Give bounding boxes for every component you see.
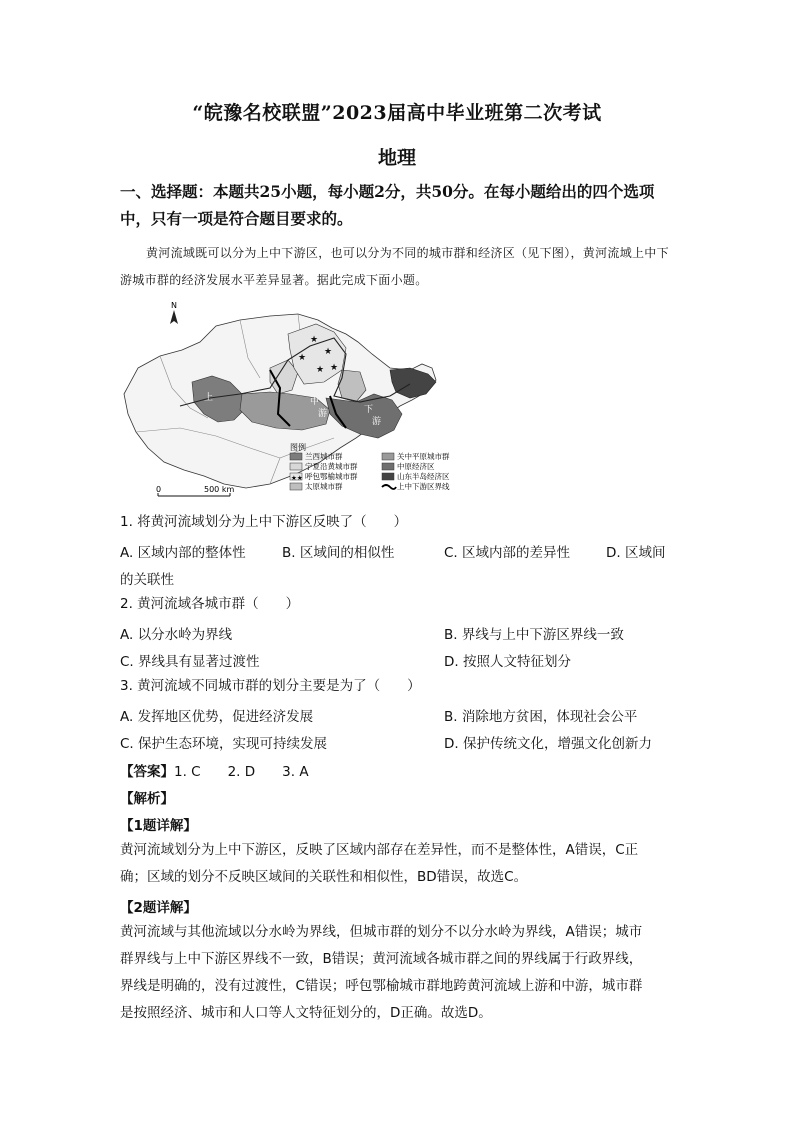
yellow-river-basin-map	[120, 298, 480, 503]
detail-2-line: 界线是明确的，没有过渡性，C错误；呼包鄂榆城市群地跨黄河流域上游和中游，城市群	[120, 978, 643, 994]
svg-text:★: ★	[298, 353, 307, 363]
analysis-label: 【解析】	[120, 791, 174, 807]
legend-title: 图例	[290, 443, 306, 452]
question-2-option-d[interactable]: D. 按照人文特征划分	[444, 654, 571, 670]
detail-2-line: 群界线与上中下游区界线不一致，B错误；黄河流域各城市群之间的界线属于行政界线，	[120, 951, 643, 967]
question-3-option-d[interactable]: D. 保护传统文化，增强文化创新力	[444, 736, 652, 752]
answer-block	[120, 760, 309, 780]
north-arrow-icon	[170, 301, 178, 324]
north-label: N	[171, 301, 177, 310]
detail-1-heading	[120, 814, 197, 834]
legend-item: 山东半岛经济区	[397, 472, 450, 481]
question-1-option-a[interactable]: A. 区域内部的整体性	[120, 545, 246, 561]
question-3-stem: 3. 黄河流域不同城市群的划分主要是为了（ ）	[120, 678, 421, 694]
scale-zero-label: 0	[156, 485, 162, 494]
question-1-option-d[interactable]: D. 区域间	[606, 545, 666, 561]
exam-title: “皖豫名校联盟”2023届高中毕业班第二次考试	[192, 102, 602, 124]
question-1-option-c[interactable]: C. 区域内部的差异性	[444, 545, 571, 561]
scale-bar	[156, 485, 234, 496]
question-3-option-b[interactable]: B. 消除地方贫困，体现社会公平	[444, 709, 638, 725]
scale-distance-label: 500 km	[204, 485, 235, 494]
analysis-block	[120, 787, 174, 807]
answer-text: 1. C 2. D 3. A	[174, 764, 309, 780]
detail-2-label: 【2题详解】	[120, 900, 197, 916]
svg-text:★: ★	[310, 335, 319, 345]
middle-reach-label-2: 游	[318, 409, 328, 419]
upper-reach-label: 上	[204, 393, 214, 403]
question-1-option-b[interactable]: B. 区域间的相似性	[282, 545, 395, 561]
middle-reach-label: 中	[310, 397, 320, 407]
question-2-option-b[interactable]: B. 界线与上中下游区界线一致	[444, 627, 624, 643]
question-1-option-d-wrap: 的关联性	[120, 572, 174, 588]
question-intro: 黄河流域既可以分为上中下游区，也可以分为不同的城市群和经济区（见下图），黄河流域上中下游城市群的经济发展水平差异显著。据此完成下面小题。	[120, 246, 669, 287]
legend-item: 太原城市群	[305, 482, 343, 491]
question-2-option-c[interactable]: C. 界线具有显著过渡性	[120, 654, 260, 670]
detail-1-label: 【1题详解】	[120, 818, 197, 834]
answer-label: 【答案】	[120, 764, 174, 780]
legend-item: 上中下游区界线	[397, 482, 450, 491]
question-3-option-a[interactable]: A. 发挥地区优势，促进经济发展	[120, 709, 314, 725]
legend-item: 关中平原城市群	[397, 452, 450, 461]
legend-item: 兰西城市群	[305, 452, 343, 461]
legend-item: 中原经济区	[397, 462, 435, 471]
detail-1-line: 确；区域的划分不反映区域间的关联性和相似性，BD错误，故选C。	[120, 869, 528, 885]
legend-item: 呼包鄂榆城市群	[305, 472, 358, 481]
question-1-stem: 1. 将黄河流域划分为上中下游区反映了（ ）	[120, 514, 408, 530]
detail-2-body	[120, 919, 680, 1027]
section-heading: 一、选择题：本题共25小题，每小题2分，共50分。在每小题给出的四个选项中，只有一项是符合题目要求的。	[120, 182, 655, 228]
lower-reach-label: 下	[364, 405, 374, 415]
question-2-option-a[interactable]: A. 以分水岭为界线	[120, 627, 233, 643]
lower-reach-label-2: 游	[372, 417, 382, 427]
svg-text:★: ★	[324, 347, 333, 357]
detail-1-line: 黄河流域划分为上中下游区，反映了区域内部存在差异性，而不是整体性，A错误，C正	[120, 842, 639, 858]
question-3-option-c[interactable]: C. 保护生态环境，实现可持续发展	[120, 736, 328, 752]
detail-2-line: 黄河流域与其他流域以分水岭为界线，但城市群的划分不以分水岭为界线，A错误；城市	[120, 924, 643, 940]
svg-text:★: ★	[330, 363, 339, 373]
svg-text:★: ★	[316, 365, 325, 375]
detail-2-heading	[120, 896, 197, 916]
detail-2-line: 是按照经济、城市和人口等人文特征划分的，D正确。故选D。	[120, 1005, 492, 1021]
legend-item: 宁夏沿黄城市群	[305, 462, 358, 471]
subject-title: 地理	[377, 147, 416, 169]
question-2-stem: 2. 黄河流域各城市群（ ）	[120, 596, 300, 612]
svg-text:★★: ★★	[291, 474, 303, 482]
detail-1-body	[120, 837, 680, 891]
